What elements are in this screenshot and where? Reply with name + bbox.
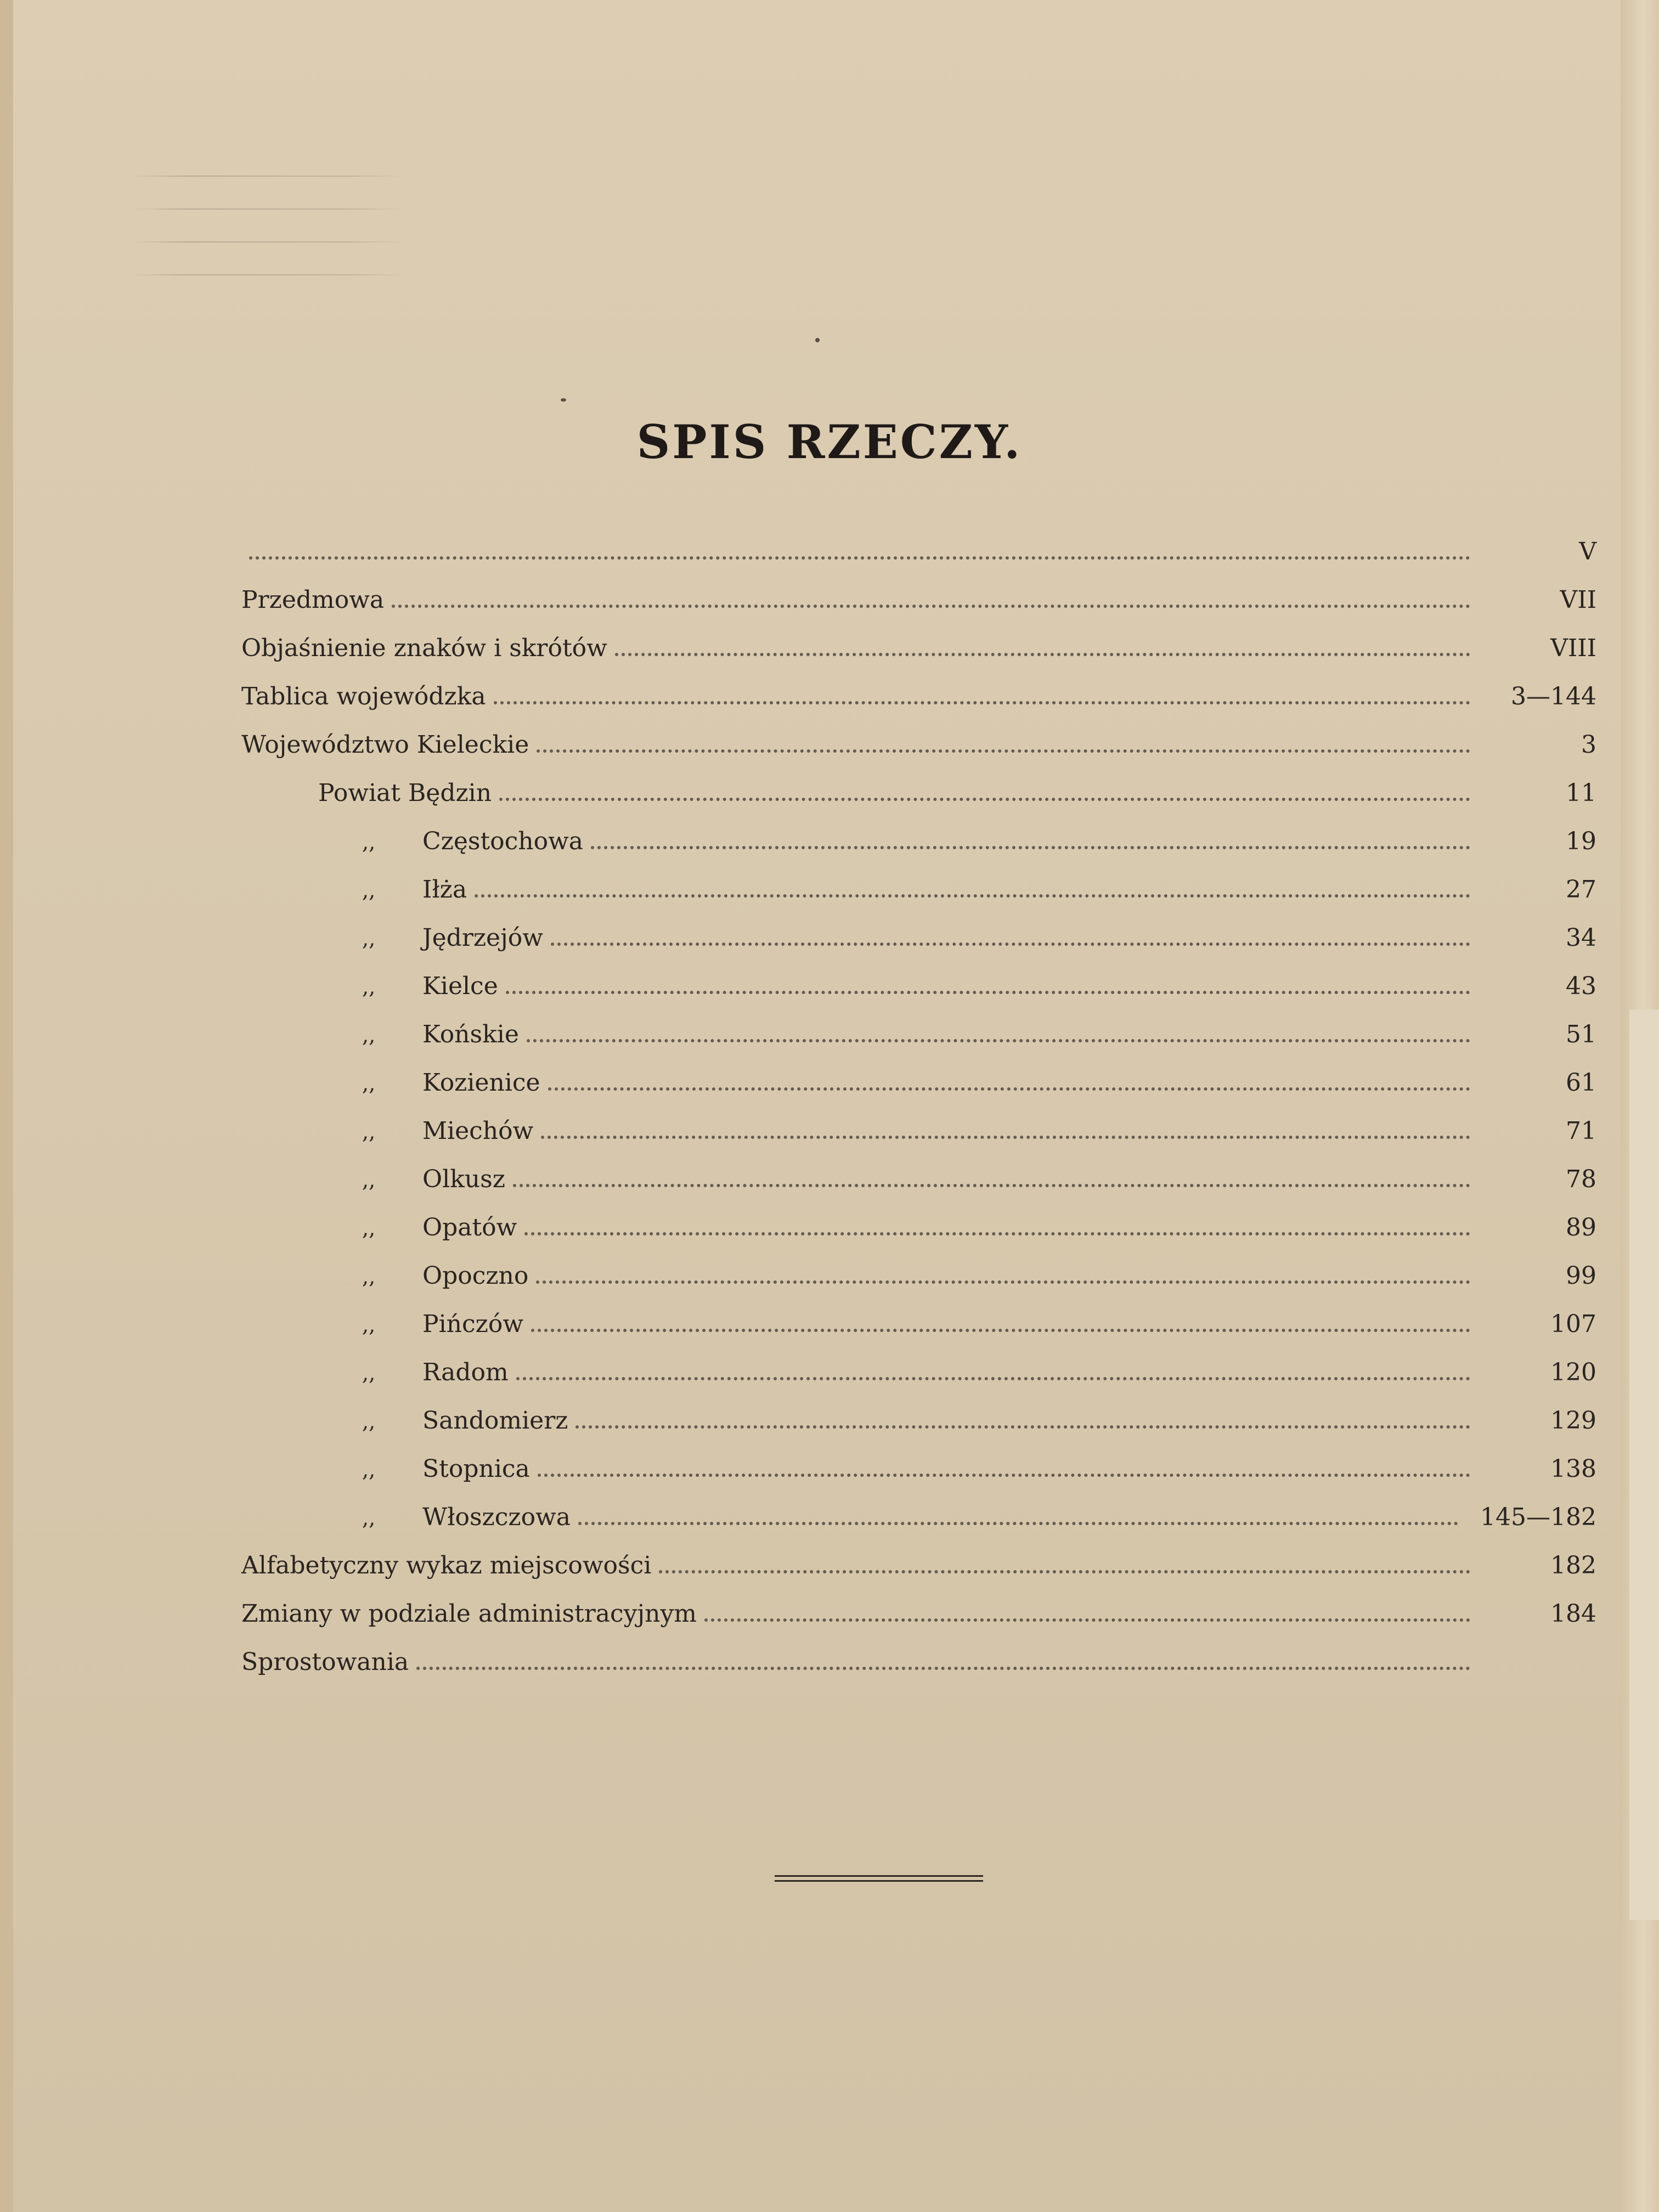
toc-row bbox=[241, 1407, 1596, 1455]
toc-entry-label: Radom bbox=[422, 1358, 509, 1386]
toc-page-number: 78 bbox=[1566, 1165, 1596, 1193]
toc-row bbox=[241, 1455, 1596, 1503]
toc-entry-label: Stopnica bbox=[422, 1455, 530, 1483]
ink-speck bbox=[815, 338, 820, 342]
toc-entry-label: Województwo Kieleckie bbox=[241, 731, 529, 759]
ditto-mark: ,, bbox=[362, 927, 376, 951]
toc-entry-label: Sandomierz bbox=[422, 1407, 568, 1435]
page-title: SPIS RZECZY. bbox=[636, 415, 1023, 470]
toc-row bbox=[241, 634, 1596, 682]
dot-leader bbox=[551, 943, 1470, 946]
dot-leader bbox=[541, 1136, 1470, 1139]
toc-entry-label: Powiat Będzin bbox=[318, 779, 492, 807]
toc-row bbox=[241, 731, 1596, 779]
toc-row bbox=[241, 1165, 1596, 1214]
toc-page-number: 51 bbox=[1566, 1020, 1596, 1048]
dot-leader bbox=[516, 1377, 1470, 1380]
page-binding-edge bbox=[0, 0, 13, 2212]
faint-ruled-lines bbox=[132, 176, 406, 318]
dot-leader bbox=[531, 1329, 1470, 1332]
toc-row bbox=[241, 1020, 1596, 1069]
toc-row bbox=[241, 1503, 1596, 1551]
toc-row bbox=[241, 1069, 1596, 1117]
dot-leader bbox=[615, 653, 1470, 656]
toc-page-number: VIII bbox=[1550, 634, 1596, 662]
dot-leader bbox=[392, 605, 1470, 608]
toc-entry-label: Końskie bbox=[422, 1020, 519, 1048]
dot-leader bbox=[506, 991, 1470, 994]
toc-row bbox=[241, 538, 1596, 586]
toc-row bbox=[241, 924, 1596, 972]
toc-page-number: 3—144 bbox=[1511, 682, 1596, 710]
ditto-mark: ,, bbox=[362, 1361, 376, 1385]
dot-leader bbox=[659, 1570, 1470, 1573]
toc-entry-label: Opoczno bbox=[422, 1262, 529, 1290]
toc-page-number: 107 bbox=[1550, 1310, 1596, 1338]
dot-leader bbox=[538, 1474, 1470, 1477]
toc-entry-label: Iłża bbox=[422, 876, 467, 904]
ditto-mark: ,, bbox=[362, 1313, 376, 1337]
ditto-mark: ,, bbox=[362, 1120, 376, 1144]
toc-row bbox=[241, 682, 1596, 731]
ditto-mark: ,, bbox=[362, 1216, 376, 1240]
dot-leader bbox=[548, 1087, 1470, 1091]
dot-leader bbox=[513, 1184, 1470, 1187]
toc-row bbox=[241, 1358, 1596, 1407]
toc-entry-label: Przedmowa bbox=[241, 586, 385, 614]
dot-leader bbox=[494, 701, 1470, 704]
toc-entry-label: Częstochowa bbox=[422, 827, 584, 855]
ditto-mark: ,, bbox=[362, 878, 376, 902]
dot-leader bbox=[475, 894, 1470, 898]
dot-leader bbox=[578, 1522, 1458, 1525]
ink-speck bbox=[561, 398, 566, 402]
ditto-mark: ,, bbox=[362, 1265, 376, 1289]
toc-entry-label: Kozienice bbox=[422, 1069, 540, 1097]
toc-entry-label: Objaśnienie znaków i skrótów bbox=[241, 634, 607, 662]
ditto-mark: ,, bbox=[362, 1023, 376, 1047]
toc-entry-label: Tablica wojewódzka bbox=[241, 682, 486, 710]
toc-entry-label: Jędrzejów bbox=[422, 924, 543, 952]
toc-page-number: 61 bbox=[1566, 1069, 1596, 1097]
toc-page-number: 71 bbox=[1566, 1117, 1596, 1145]
dot-leader bbox=[537, 749, 1470, 753]
toc-page-number: V bbox=[1579, 538, 1596, 566]
toc-page-number: 120 bbox=[1550, 1358, 1596, 1386]
dot-leader bbox=[591, 846, 1470, 849]
toc-entry-label: Włoszczowa bbox=[422, 1503, 571, 1531]
toc-page-number: 99 bbox=[1566, 1262, 1596, 1290]
toc-entry-label: Alfabetyczny wykaz miejscowości bbox=[241, 1551, 652, 1579]
toc-page-number: 184 bbox=[1550, 1600, 1596, 1628]
toc-entry-label: Zmiany w podziale administracyjnym bbox=[241, 1600, 697, 1628]
dot-leader bbox=[524, 1232, 1470, 1235]
ditto-mark: ,, bbox=[362, 1458, 376, 1482]
ditto-mark: ,, bbox=[362, 830, 376, 854]
dot-leader bbox=[499, 798, 1470, 801]
toc-page-number: 34 bbox=[1566, 924, 1596, 952]
dot-leader bbox=[575, 1425, 1470, 1429]
toc-page-number: 3 bbox=[1581, 731, 1596, 759]
table-of-contents bbox=[241, 538, 1596, 1696]
toc-page-number: 138 bbox=[1550, 1455, 1596, 1483]
toc-row bbox=[241, 1551, 1596, 1600]
toc-row bbox=[241, 1600, 1596, 1648]
toc-row bbox=[241, 827, 1596, 876]
toc-page-number: 89 bbox=[1566, 1214, 1596, 1242]
toc-page-number: VII bbox=[1560, 586, 1596, 614]
toc-entry-label: Sprostowania bbox=[241, 1648, 409, 1676]
toc-row bbox=[241, 586, 1596, 634]
toc-page-number: 11 bbox=[1566, 779, 1596, 807]
toc-page-number: 27 bbox=[1566, 876, 1596, 904]
toc-entry-label: Opatów bbox=[422, 1214, 517, 1242]
next-page-edge bbox=[1629, 1009, 1659, 1920]
dot-leader bbox=[416, 1667, 1470, 1670]
toc-entry-label: Miechów bbox=[422, 1117, 534, 1145]
toc-row bbox=[241, 972, 1596, 1020]
ditto-mark: ,, bbox=[362, 1506, 376, 1530]
toc-row bbox=[241, 1310, 1596, 1358]
ornamental-double-rule bbox=[775, 1875, 983, 1885]
toc-row bbox=[241, 1117, 1596, 1165]
dot-leader bbox=[536, 1280, 1470, 1284]
toc-entry-label: Olkusz bbox=[422, 1165, 505, 1193]
ditto-mark: ,, bbox=[362, 1409, 376, 1434]
toc-entry-label: Kielce bbox=[422, 972, 498, 1000]
dot-leader bbox=[249, 556, 1470, 560]
toc-page-number: 19 bbox=[1566, 827, 1596, 855]
dot-leader bbox=[704, 1618, 1470, 1622]
toc-row bbox=[241, 1214, 1596, 1262]
toc-entry-label: Pińczów bbox=[422, 1310, 523, 1338]
toc-page-number: 43 bbox=[1566, 972, 1596, 1000]
ditto-mark: ,, bbox=[362, 1071, 376, 1096]
toc-page-number: 145—182 bbox=[1480, 1503, 1596, 1531]
dot-leader bbox=[527, 1039, 1470, 1042]
toc-row bbox=[241, 876, 1596, 924]
toc-page-number: 129 bbox=[1550, 1407, 1596, 1435]
ditto-mark: ,, bbox=[362, 1168, 376, 1192]
toc-row bbox=[241, 779, 1596, 827]
toc-row bbox=[241, 1262, 1596, 1310]
ditto-mark: ,, bbox=[362, 975, 376, 999]
toc-page-number: 182 bbox=[1550, 1551, 1596, 1579]
toc-row bbox=[241, 1648, 1596, 1696]
